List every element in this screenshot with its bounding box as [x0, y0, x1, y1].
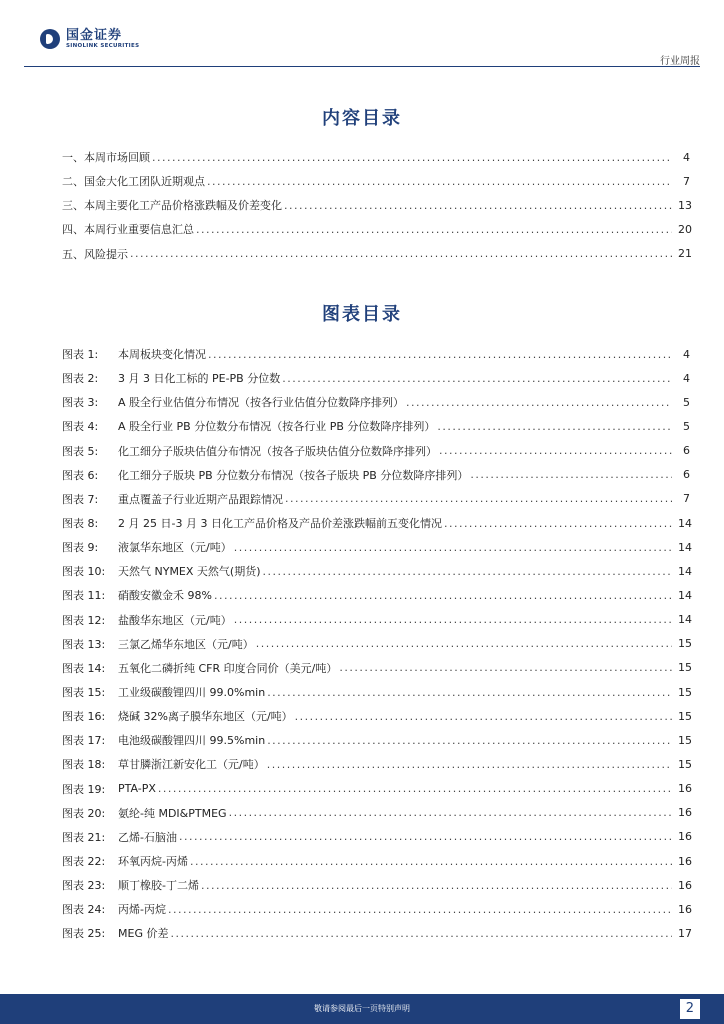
figure-entry[interactable]: [62, 439, 690, 463]
leader-dots: [444, 517, 672, 530]
figure-entry-page: 15: [678, 685, 692, 699]
contents-entry-page: 20: [678, 222, 692, 236]
figure-entry-label: MEG 价差: [118, 927, 169, 941]
figure-entry-label: 硝酸安徽金禾 98%: [118, 589, 212, 603]
leader-dots: [229, 806, 672, 819]
figure-entry[interactable]: [62, 873, 690, 897]
figure-entry-label: 重点覆盖子行业近期产品跟踪情况: [118, 492, 283, 506]
figure-entry-page: 4: [683, 347, 690, 361]
figure-entry-page: 16: [678, 878, 692, 892]
leader-dots: [201, 879, 672, 892]
figure-entry-page: 17: [678, 926, 692, 940]
figure-entry[interactable]: [62, 535, 690, 559]
contents-entry-label: 四、本周行业重要信息汇总: [62, 223, 194, 237]
leader-dots: [179, 830, 672, 843]
figure-entry-page: 15: [678, 709, 692, 723]
figure-entry-number: 图表 21:: [62, 830, 106, 844]
leader-dots: [158, 782, 672, 795]
figure-entry-number: 图表 1:: [62, 348, 99, 362]
figure-entry-label: 氨纶-纯 MDI&PTMEG: [118, 806, 227, 820]
figure-entry-page: 15: [678, 733, 692, 747]
figure-entry-label: 工业级碳酸锂四川 99.0%min: [118, 686, 266, 700]
figure-entry[interactable]: [62, 583, 690, 607]
leader-dots: [470, 468, 672, 481]
leader-dots: [267, 686, 672, 699]
figure-entry-number: 图表 2:: [62, 372, 99, 386]
figure-entry-page: 16: [678, 830, 692, 844]
figure-entry[interactable]: [62, 342, 690, 366]
figure-entry-page: 5: [683, 419, 690, 433]
figures-title: 图表目录: [322, 304, 402, 325]
figure-entry-page: 16: [678, 806, 692, 820]
leader-dots: [437, 420, 672, 433]
figure-entry-page: 6: [683, 444, 690, 458]
figure-entry-number: 图表 16:: [62, 710, 106, 724]
figure-entry-page: 15: [678, 637, 692, 651]
figure-entry-number: 图表 3:: [62, 396, 99, 410]
figure-entry-label: PTA-PX: [118, 782, 156, 796]
contents-title: 内容目录: [322, 108, 402, 129]
figure-entry[interactable]: [62, 414, 690, 438]
leader-dots: [267, 758, 672, 771]
figure-entry[interactable]: [62, 656, 690, 680]
header-divider: [24, 66, 700, 67]
contents-entry[interactable]: [62, 193, 690, 217]
figure-entry-number: 图表 9:: [62, 541, 99, 555]
figure-entry-page: 16: [678, 782, 692, 796]
leader-dots: [406, 396, 672, 409]
figure-entry-label: A 股全行业估值分布情况（按各行业估值分位数降序排列）: [118, 396, 405, 410]
figure-entry-number: 图表 17:: [62, 734, 106, 748]
figure-entry-number: 图表 20:: [62, 806, 106, 820]
contents-entry-label: 三、本周主要化工产品价格涨跌幅及价差变化: [62, 199, 282, 213]
figure-entry[interactable]: [62, 366, 690, 390]
figure-entry-label: 液氯华东地区（元/吨）: [118, 541, 232, 555]
leader-dots: [263, 565, 673, 578]
leader-dots: [295, 710, 672, 723]
figure-entry-label: 本周板块变化情况: [118, 348, 206, 362]
figure-entry[interactable]: [62, 680, 690, 704]
figure-entry-label: 顺丁橡胶-丁二烯: [118, 879, 199, 893]
figure-entry-number: 图表 7:: [62, 492, 99, 506]
disclaimer-note: 敬请参阅最后一页特别声明: [314, 1004, 410, 1013]
figure-entry-label: 2 月 25 日-3 月 3 日化工产品价格及产品价差涨跌幅前五变化情况: [118, 517, 442, 531]
figure-entry-label: 3 月 3 日化工标的 PE-PB 分位数: [118, 372, 281, 386]
figure-entry-label: 乙烯-石脑油: [118, 830, 177, 844]
contents-entry-page: 7: [683, 174, 690, 188]
figure-entry-number: 图表 22:: [62, 855, 106, 869]
leader-dots: [208, 348, 672, 361]
leader-dots: [214, 589, 672, 602]
figure-entry[interactable]: [62, 511, 690, 535]
figure-entry-page: 15: [678, 757, 692, 771]
figure-entry-number: 图表 14:: [62, 661, 106, 675]
leader-dots: [170, 927, 672, 940]
contents-entry-label: 二、国金大化工团队近期观点: [62, 175, 205, 189]
figure-entry-number: 图表 6:: [62, 468, 99, 482]
figure-entry[interactable]: [62, 390, 690, 414]
contents-entry-page: 21: [678, 247, 692, 261]
figure-entry-page: 14: [678, 588, 692, 602]
figure-entry-label: 盐酸华东地区（元/吨）: [118, 613, 232, 627]
contents-entry-label: 一、本周市场回顾: [62, 151, 150, 165]
figure-entry-label: 五氧化二磷折纯 CFR 印度合同价（美元/吨）: [118, 661, 338, 675]
leader-dots: [196, 223, 672, 236]
figure-entry[interactable]: [62, 921, 690, 945]
leader-dots: [130, 247, 672, 260]
figure-entry-number: 图表 8:: [62, 517, 99, 531]
figure-entry-page: 14: [678, 516, 692, 530]
figure-entry[interactable]: [62, 704, 690, 728]
leader-dots: [207, 175, 672, 188]
figure-entry-number: 图表 4:: [62, 420, 99, 434]
leader-dots: [285, 492, 672, 505]
leader-dots: [284, 199, 672, 212]
figure-entry[interactable]: [62, 728, 690, 752]
figures-list: [62, 342, 690, 946]
figure-entry-number: 图表 12:: [62, 613, 106, 627]
figure-entry[interactable]: [62, 752, 690, 776]
figure-entry[interactable]: [62, 849, 690, 873]
leader-dots: [282, 372, 672, 385]
report-type-label: 行业周报: [660, 56, 700, 67]
leader-dots: [256, 637, 672, 650]
company-logo: [40, 29, 139, 50]
contents-entry-page: 13: [678, 198, 692, 212]
figure-entry-number: 图表 10:: [62, 565, 106, 579]
figure-entry-page: 7: [683, 492, 690, 506]
figure-entry-label: 烧碱 32%离子膜华东地区（元/吨）: [118, 710, 293, 724]
leader-dots: [168, 903, 672, 916]
page-footer: [0, 994, 724, 1024]
figure-entry-label: 环氧丙烷-丙烯: [118, 855, 188, 869]
contents-entry-page: 4: [683, 150, 690, 164]
figure-entry-page: 6: [683, 468, 690, 482]
figure-entry-number: 图表 5:: [62, 444, 99, 458]
figure-entry-page: 5: [683, 395, 690, 409]
figure-entry-number: 图表 23:: [62, 879, 106, 893]
page-header: [0, 0, 724, 66]
contents-entry[interactable]: [62, 145, 690, 169]
figure-entry[interactable]: [62, 801, 690, 825]
figure-entry-label: 化工细分子版块 PB 分位数分布情况（按各子版块 PB 分位数降序排列）: [118, 468, 469, 482]
contents-entry[interactable]: [62, 242, 690, 266]
leader-dots: [267, 734, 672, 747]
figure-entry[interactable]: [62, 632, 690, 656]
page-number: 2: [680, 999, 700, 1019]
figure-entry[interactable]: [62, 608, 690, 632]
figure-entry-page: 16: [678, 854, 692, 868]
leader-dots: [234, 613, 672, 626]
figure-entry[interactable]: [62, 897, 690, 921]
figure-entry-label: A 股全行业 PB 分位数分布情况（按各行业 PB 分位数降序排列）: [118, 420, 436, 434]
figure-entry[interactable]: [62, 559, 690, 583]
leader-dots: [190, 855, 672, 868]
figure-entry-page: 4: [683, 371, 690, 385]
figure-entry-label: 丙烯-丙烷: [118, 903, 166, 917]
figure-entry-page: 14: [678, 564, 692, 578]
figure-entry[interactable]: [62, 777, 690, 801]
figure-entry-number: 图表 24:: [62, 903, 106, 917]
figure-entry[interactable]: [62, 463, 690, 487]
leader-dots: [339, 661, 672, 674]
contents-entry-label: 五、风险提示: [62, 247, 128, 261]
figure-entry-label: 电池级碳酸锂四川 99.5%min: [118, 734, 266, 748]
logo-name-cn: 国金证券: [66, 28, 123, 43]
leader-dots: [234, 541, 672, 554]
figure-entry[interactable]: [62, 487, 690, 511]
figure-entry-label: 天然气 NYMEX 天然气(期货): [118, 565, 261, 579]
figure-entry-number: 图表 15:: [62, 686, 106, 700]
logo-icon: [40, 29, 60, 49]
figure-entry-page: 16: [678, 902, 692, 916]
figure-entry-page: 14: [678, 613, 692, 627]
figure-entry-label: 三氯乙烯华东地区（元/吨）: [118, 637, 254, 651]
figure-entry-number: 图表 25:: [62, 927, 106, 941]
logo-name-en: SINOLINK SECURITIES: [66, 43, 140, 49]
leader-dots: [439, 444, 672, 457]
figure-entry-page: 14: [678, 540, 692, 554]
figure-entry-label: 化工细分子版块估值分布情况（按各子版块估值分位数降序排列）: [118, 444, 437, 458]
contents-list: [62, 145, 690, 266]
figure-entry-number: 图表 13:: [62, 637, 106, 651]
contents-entry[interactable]: [62, 169, 690, 193]
figure-entry-label: 草甘膦浙江新安化工（元/吨）: [118, 758, 265, 772]
figure-entry-number: 图表 18:: [62, 758, 106, 772]
figure-entry-page: 15: [678, 661, 692, 675]
contents-entry[interactable]: [62, 217, 690, 241]
figure-entry-number: 图表 19:: [62, 782, 106, 796]
figure-entry-number: 图表 11:: [62, 589, 106, 603]
leader-dots: [152, 151, 672, 164]
figure-entry[interactable]: [62, 825, 690, 849]
